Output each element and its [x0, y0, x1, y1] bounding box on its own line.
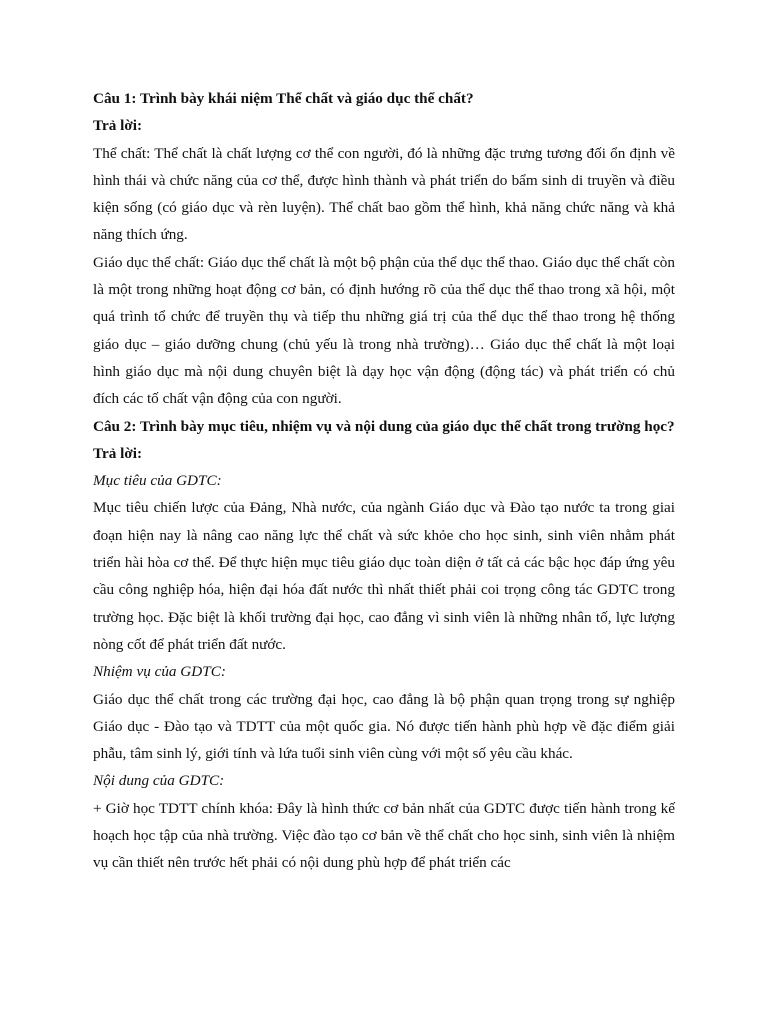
- physical-education-definition-paragraph: Giáo dục thể chất: Giáo dục thể chất là một bộ phận của thể dục thể thao. Giáo dục thể chất còn là một trong những hoạt động cơ bản, có định hướng rõ của thể dục thể thao trong xã hội, một quá trình tổ chức để truyền thụ và tiếp thu những giá trị của thể dục thể thao trong hệ thống giáo dục – giáo dưỡng chung (chủ yếu là trong nhà trường)… Giáo dục thể chất là một loại hình giáo dục mà nội dung chuyên biệt là dạy học vận động (động tác) và phát triển có chủ đích các tố chất vận động của con người.: [93, 253, 675, 408]
- document-page: [93, 85, 675, 877]
- goal-subheading: Mục tiêu của GDTC:: [93, 472, 222, 490]
- content-subheading: Nội dung của GDTC:: [93, 772, 225, 790]
- goal-paragraph: Mục tiêu chiến lược của Đảng, Nhà nước, của ngành Giáo dục và Đào tạo nước ta trong giai đoạn hiện nay là nâng cao năng lực thể chất và sức khỏe cho học sinh, sinh viên nhằm phát triển hài hòa cơ thể. Để thực hiện mục tiêu giáo dục toàn diện ở tất cả các bậc học đáp ứng yêu cầu công nghiệp hóa, hiện đại hóa đất nước thì nhất thiết phải coi trọng công tác GDTC trong trường học. Đặc biệt là khối trường đại học, cao đẳng vì sinh viên là những nhân tố, lực lượng nòng cốt để phát triển đất nước.: [93, 499, 675, 653]
- question-1-heading: Câu 1: Trình bày khái niệm Thể chất và giáo dục thể chất?: [93, 90, 474, 107]
- physique-definition-paragraph: Thể chất: Thể chất là chất lượng cơ thể con người, đó là những đặc trưng tương đối ổn định về hình thái và chức năng của cơ thể, được hình thành và phát triển do bẩm sinh di truyền và điều kiện sống (có giáo dục và rèn luyện). Thể chất bao gồm thể hình, khả năng chức năng và khả năng thích ứng.: [93, 144, 675, 244]
- answer-1-label: Trả lời:: [93, 117, 143, 135]
- answer-2-label: Trả lời:: [93, 444, 143, 462]
- task-paragraph: Giáo dục thể chất trong các trường đại học, cao đẳng là bộ phận quan trọng trong sự nghiệp Giáo dục - Đào tạo và TDTT của một quốc gia. Nó được tiến hành phù hợp về đặc điểm giải phẫu, tâm sinh lý, giới tính và lứa tuổi sinh viên cùng với một số yêu cầu khác.: [93, 690, 675, 763]
- task-subheading: Nhiệm vụ của GDTC:: [93, 663, 226, 681]
- question-2-heading: Câu 2: Trình bày mục tiêu, nhiệm vụ và nội dung của giáo dục thể chất trong trường học?: [93, 417, 675, 435]
- content-paragraph: + Giờ học TDTT chính khóa: Đây là hình thức cơ bản nhất của GDTC được tiến hành trong kế hoạch học tập của nhà trường. Việc đào tạo cơ bản về thể chất cho học sinh, sinh viên là nhiệm vụ cần thiết nên trước hết phải có nội dung phù hợp để phát triển các: [93, 799, 675, 872]
